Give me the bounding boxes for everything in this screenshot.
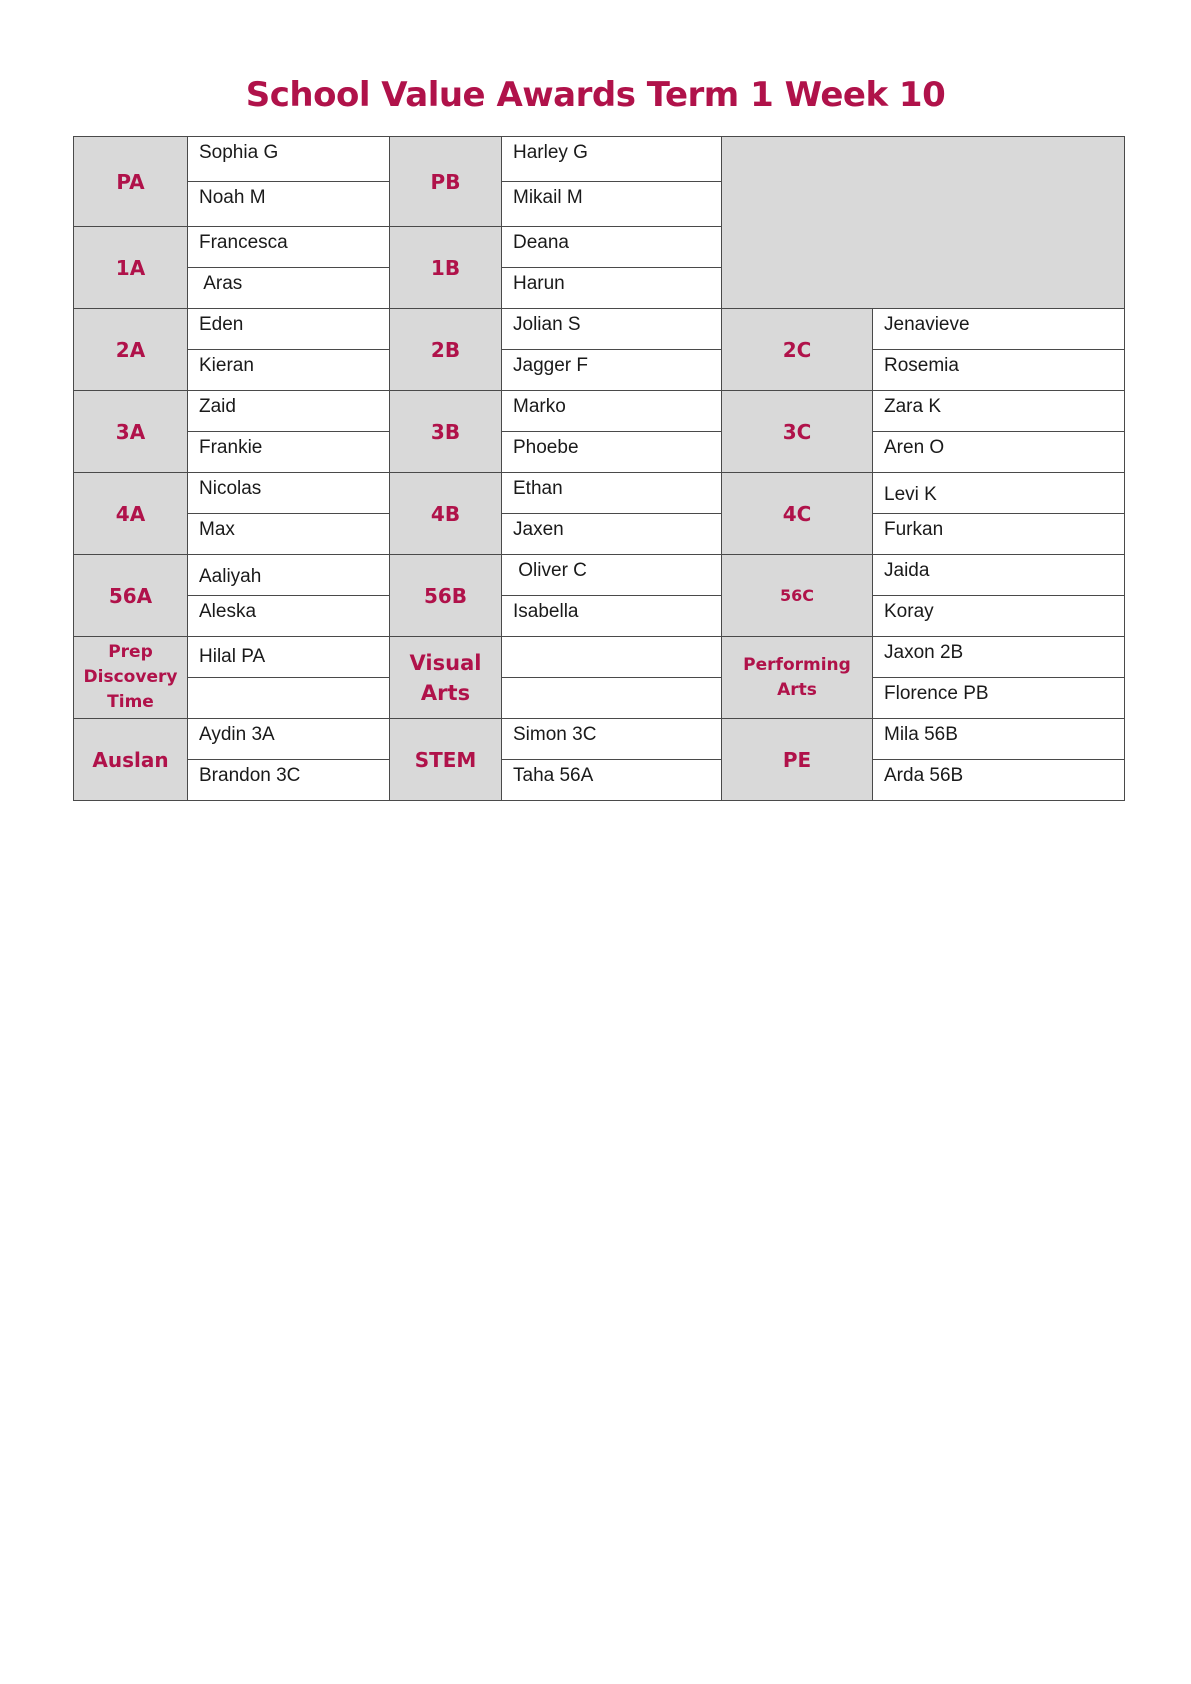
award-name-cell: Zara K <box>873 391 1125 432</box>
class-label: 3C <box>722 391 873 473</box>
award-name-cell: Aras <box>188 268 390 309</box>
award-name-cell: Kieran <box>188 350 390 391</box>
class-label: 4B <box>390 473 502 555</box>
class-label: 1A <box>74 227 188 309</box>
class-label: 2B <box>390 309 502 391</box>
award-name-cell: Hilal PA <box>188 637 390 678</box>
table-row <box>74 350 1125 391</box>
class-label <box>390 637 502 719</box>
class-label: Auslan <box>74 719 188 801</box>
award-name-cell: Oliver C <box>502 555 722 596</box>
award-name-cell: Frankie <box>188 432 390 473</box>
class-label: 3A <box>74 391 188 473</box>
award-name-cell: Sophia G <box>188 137 390 182</box>
award-name-cell: Aleska <box>188 596 390 637</box>
class-label: PA <box>74 137 188 227</box>
award-name-cell: Mila 56B <box>873 719 1125 760</box>
table-row <box>74 596 1125 637</box>
class-label-line: Visual <box>409 650 482 675</box>
table-row <box>74 432 1125 473</box>
award-name-cell: Florence PB <box>873 678 1125 719</box>
class-label <box>722 637 873 719</box>
award-name-cell: Simon 3C <box>502 719 722 760</box>
class-label: STEM <box>390 719 502 801</box>
class-label-line: Performing <box>743 654 851 675</box>
class-label-line: Prep <box>108 642 153 662</box>
class-label: PE <box>722 719 873 801</box>
class-label-line: Arts <box>420 680 471 705</box>
award-name-cell: Max <box>188 514 390 555</box>
award-name-cell: Jolian S <box>502 309 722 350</box>
class-label: 2C <box>722 309 873 391</box>
class-label: 56C <box>722 555 873 637</box>
class-label <box>74 637 188 719</box>
table-row <box>74 678 1125 719</box>
award-name-cell: Phoebe <box>502 432 722 473</box>
award-name-cell: Jaxen <box>502 514 722 555</box>
award-name-cell: Brandon 3C <box>188 760 390 801</box>
class-label: 2A <box>74 309 188 391</box>
empty-shaded-cell <box>722 137 1125 309</box>
award-name-cell: Zaid <box>188 391 390 432</box>
class-label: 56B <box>390 555 502 637</box>
award-name-cell: Taha 56A <box>502 760 722 801</box>
award-name-cell: Levi K <box>873 473 1125 514</box>
award-name-cell <box>502 678 722 719</box>
award-name-cell: Jenavieve <box>873 309 1125 350</box>
award-name-cell: Eden <box>188 309 390 350</box>
award-name-cell: Rosemia <box>873 350 1125 391</box>
award-name-cell: Harun <box>502 268 722 309</box>
class-label: 56A <box>74 555 188 637</box>
page-title: School Value Awards Term 1 Week 10 <box>245 75 946 115</box>
award-name-cell: Arda 56B <box>873 760 1125 801</box>
table-row <box>74 391 1125 432</box>
award-name-cell: Deana <box>502 227 722 268</box>
table-row <box>74 760 1125 801</box>
awards-table <box>73 136 1125 801</box>
award-name-cell: Aaliyah <box>188 555 390 596</box>
table-row <box>74 309 1125 350</box>
award-name-cell: Jaida <box>873 555 1125 596</box>
award-name-cell: Aren O <box>873 432 1125 473</box>
class-label: 1B <box>390 227 502 309</box>
class-label: 4C <box>722 473 873 555</box>
class-label: PB <box>390 137 502 227</box>
award-name-cell: Marko <box>502 391 722 432</box>
class-label: 3B <box>390 391 502 473</box>
award-name-cell: Aydin 3A <box>188 719 390 760</box>
table-row <box>74 719 1125 760</box>
award-name-cell: Isabella <box>502 596 722 637</box>
award-name-cell: Ethan <box>502 473 722 514</box>
table-row <box>74 555 1125 596</box>
award-name-cell <box>502 637 722 678</box>
table-row <box>74 473 1125 514</box>
table-row <box>74 514 1125 555</box>
award-name-cell: Furkan <box>873 514 1125 555</box>
table-row <box>74 637 1125 678</box>
award-name-cell: Francesca <box>188 227 390 268</box>
award-name-cell: Mikail M <box>502 182 722 227</box>
award-name-cell: Harley G <box>502 137 722 182</box>
award-name-cell: Jagger F <box>502 350 722 391</box>
table-row <box>74 137 1125 182</box>
class-label: 4A <box>74 473 188 555</box>
class-label-line: Discovery <box>83 667 178 687</box>
award-name-cell <box>188 678 390 719</box>
award-name-cell: Nicolas <box>188 473 390 514</box>
class-label-line: Arts <box>777 679 817 700</box>
award-name-cell: Jaxon 2B <box>873 637 1125 678</box>
award-name-cell: Noah M <box>188 182 390 227</box>
award-name-cell: Koray <box>873 596 1125 637</box>
class-label-line: Time <box>107 692 154 712</box>
